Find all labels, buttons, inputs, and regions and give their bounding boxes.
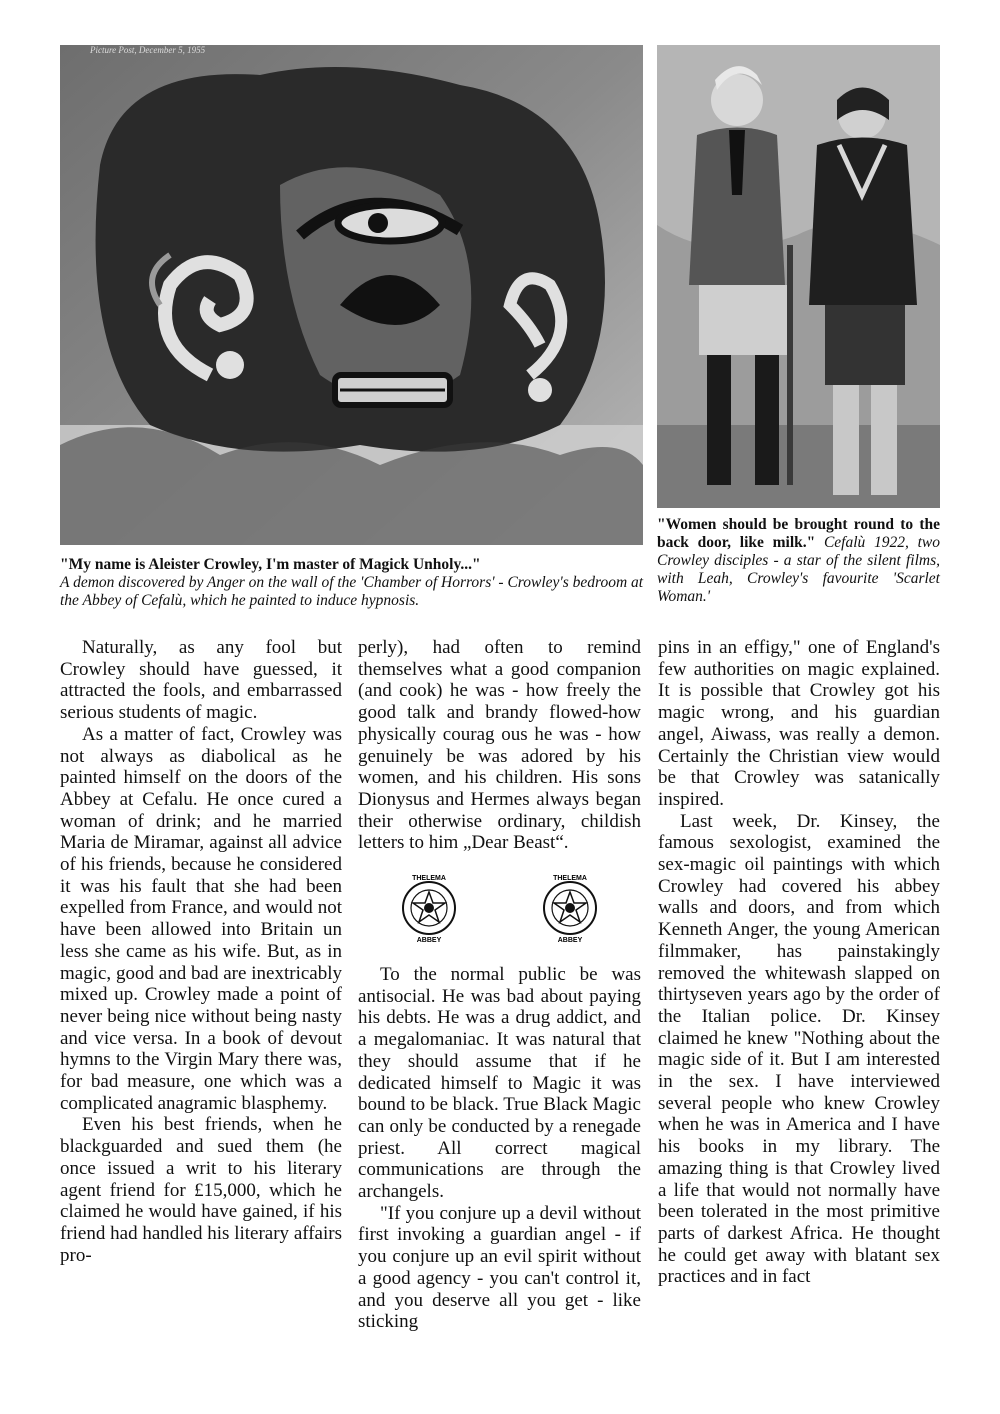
thelema-abbey-emblem-icon	[400, 871, 458, 945]
paragraph: pins in an effigy," one of England's few authorities on magic explained. It is possible that Crowley got his magic wrong, and his guardian angel, Aiwass, was really a demon. Certainly the Christian view would be that Crowley was satanically inspired.	[658, 637, 940, 810]
article-column-1	[60, 637, 342, 1266]
demon-painting-photo	[60, 45, 643, 545]
caption-right-title: "Women should be brought round to the back door, like milk."	[657, 516, 940, 551]
photo-credit: Picture Post, December 5, 1955	[90, 45, 206, 55]
paragraph: perly), had often to remind themselves what a good companion (and cook) he was - how freely the good talk and brandy flowed-how physically courag ous he was - how genuinely be was adored by his women, and his children. His sons Dionysus and Hermes always began their otherwise ordinary, childish letters to him „Dear Beast“.	[358, 637, 641, 854]
paragraph: Last week, Dr. Kinsey, the famous sexologist, examined the sex-magic oil paintings with which Crowley had covered his abbey walls and doors, and from which Kenneth Anger, the young American filmmaker, has painstakingly removed the whitewash slapped on thirtyseven years ago by the order of the Italian police. Dr. Kinsey claimed he knew "Nothing about the magic side of it. But I am interested in the sex. I have interviewed several people who knew Crowley when he was in America and I have his books in my library. The amazing thing is that Crowley lived a life that would not normally have been tolerated in the most primitive parts of darkest Africa. He thought he could get away with blatant sex practices and in fact	[658, 810, 940, 1288]
thelema-abbey-emblem-icon	[541, 871, 599, 945]
article-column-3	[658, 637, 940, 1288]
emblem-bottom-text: ABBEY	[557, 937, 583, 945]
paragraph: As a matter of fact, Crowley was not always as diabolical as he painted himself on the doors of the Abbey at Cefalu. He once cured a woman of drink; and he married Maria de Miramar, against all advice of his friends, because he considered it was his fault that she had been expelled from France, and would not have been allowed into Britain un less she came as his wife. But, as in magic, good and bad are inextricably mixed up. Crowley made a point of never being nice without being nasty and vice versa. In a book of devout hymns to the Virgin Mary there was, for bad measure, one which was a complicated anagramic blasphemy.	[60, 723, 342, 1114]
emblem-top-text: THELEMA	[553, 875, 588, 883]
disciples-photo	[657, 45, 940, 508]
paragraph: Naturally, as any fool but Crowley should have guessed, it attracted the fools, and embarrassed serious students of magic.	[60, 637, 342, 724]
thelema-emblems	[358, 858, 641, 958]
emblem-bottom-text: ABBEY	[416, 937, 442, 945]
article-column-2	[358, 637, 641, 1333]
caption-left-title: "My name is Aleister Crowley, I'm master of Magick Unholy..."	[60, 556, 481, 573]
paragraph: Even his best friends, when he blackguarded and sued them (he once issued a writ to his literary agent friend for £15,000, which he claimed he would have gained, if his friend had handled his literary affairs pro-	[60, 1114, 342, 1266]
paragraph: "If you conjure up a devil without first invoking a guardian angel - if you conjure up an evil spirit without a good agency - you can't control it, and you deserve all you get - like sticking	[358, 1202, 641, 1333]
caption-left-text: A demon discovered by Anger on the wall of the 'Chamber of Horrors' - Crowley's bedroom at the Abbey of Cefalù, which he painted to induce hypnosis.	[60, 574, 644, 609]
caption-right	[657, 516, 940, 606]
caption-left	[60, 556, 645, 610]
emblem-top-text: THELEMA	[411, 875, 446, 883]
paragraph: To the normal public be was antisocial. He was bad about paying his debts. He was a drug addict, and a megalomaniac. It was natural that they should assume that if he dedicated himself to Magic it was bound to be black. True Black Magic can only be conducted by a renegade priest. All correct magical communications are through the archangels.	[358, 964, 641, 1203]
caption-right-text: Cefalù 1922, two Crowley disciples - a star of the silent films, with Leah, Crowley's favourite 'Scarlet Woman.'	[657, 534, 941, 605]
